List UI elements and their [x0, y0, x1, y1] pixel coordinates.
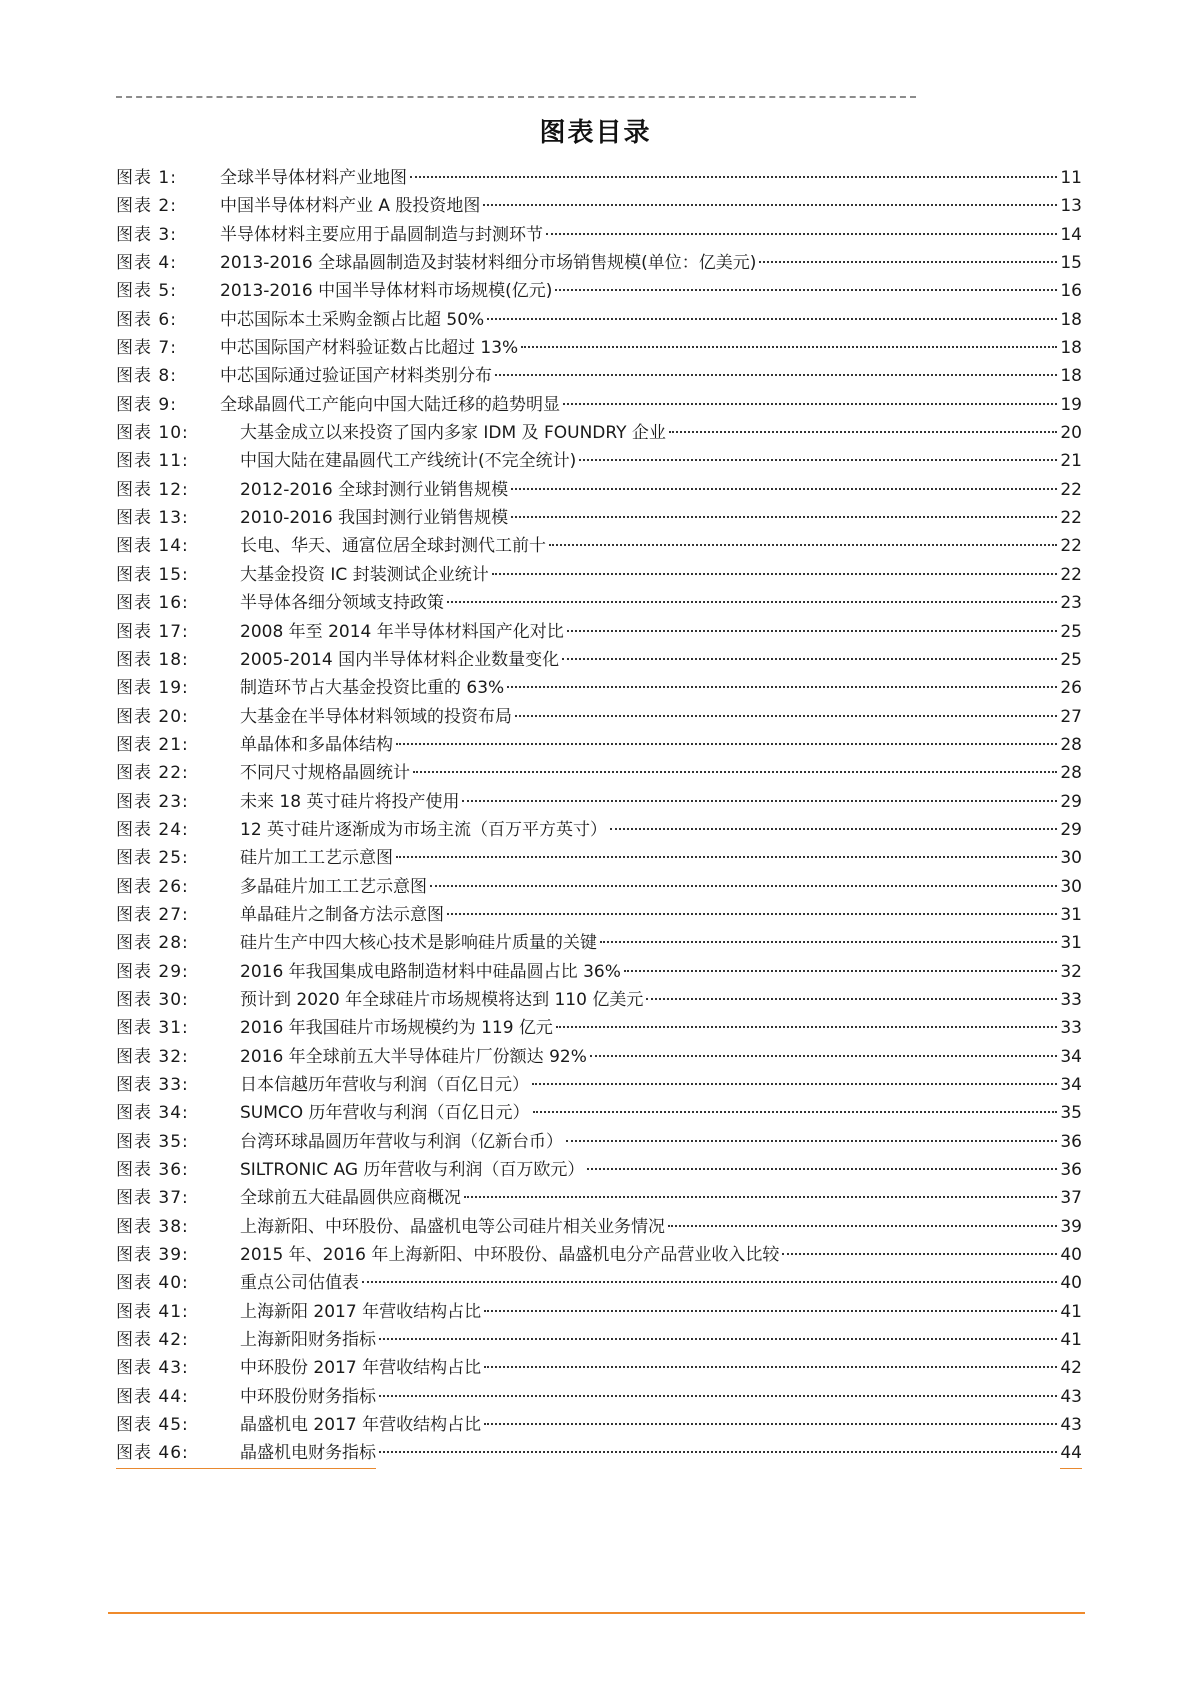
toc-dot-leader — [646, 998, 1057, 1000]
toc-entry-label: 图表 37: — [116, 1188, 189, 1209]
toc-entry-label: 图表 11: — [116, 451, 189, 472]
toc-entry-title[interactable]: 2005-2014 国内半导体材料企业数量变化 — [240, 649, 560, 670]
toc-entry-page-number[interactable]: 31 — [1060, 933, 1082, 954]
toc-dot-leader — [567, 630, 1057, 632]
toc-entry-label: 图表 40: — [116, 1273, 189, 1294]
toc-dot-leader — [532, 1083, 1057, 1085]
toc-entry[interactable] — [116, 1326, 1082, 1354]
toc-entry-page-number[interactable]: 33 — [1060, 1018, 1082, 1039]
toc-entry[interactable] — [116, 221, 1082, 249]
toc-entry-label: 图表 46: — [116, 1439, 240, 1468]
toc-entry-label: 图表 33: — [116, 1075, 189, 1095]
toc-dot-leader — [379, 1395, 1057, 1397]
toc-entry[interactable] — [116, 306, 1082, 334]
toc-entry-page-number[interactable]: 36 — [1060, 1131, 1082, 1152]
toc-entry[interactable] — [116, 759, 1082, 787]
toc-dot-leader — [483, 204, 1057, 206]
toc-entry-page-number[interactable]: 29 — [1060, 819, 1082, 840]
toc-entry-title[interactable]: 2016 年我国集成电路制造材料中硅晶圆占比 36% — [240, 961, 621, 982]
toc-entry-title[interactable]: 重点公司估值表 — [240, 1273, 359, 1294]
toc-entry-label: 图表 34: — [116, 1103, 189, 1124]
toc-entry-title[interactable]: 中环股份 2017 年营收结构占比 — [240, 1358, 482, 1379]
toc-dot-leader — [507, 686, 1057, 688]
toc-dot-leader — [563, 403, 1057, 405]
toc-entry-page-number[interactable]: 40 — [1060, 1273, 1082, 1294]
toc-entry-label: 图表 44: — [116, 1386, 189, 1407]
toc-entry-label: 图表 3: — [116, 224, 177, 245]
toc-entry-page-number[interactable]: 31 — [1060, 904, 1082, 925]
toc-dot-leader — [759, 261, 1057, 263]
toc-entry-title[interactable]: 硅片生产中四大核心技术是影响硅片质量的关键 — [240, 933, 597, 954]
toc-entry-page-number[interactable]: 33 — [1060, 989, 1082, 1010]
toc-entry[interactable] — [116, 589, 1082, 617]
toc-dot-leader — [396, 743, 1057, 745]
toc-entry-page-number[interactable]: 15 — [1060, 253, 1082, 274]
toc-entry[interactable] — [116, 532, 1082, 560]
toc-entry-label: 图表 25: — [116, 848, 189, 869]
toc-entry-page-number[interactable]: 11 — [1060, 168, 1082, 188]
toc-entry-page-number[interactable]: 43 — [1060, 1415, 1082, 1436]
toc-entry[interactable] — [116, 703, 1082, 731]
toc-entry-title[interactable]: 单晶体和多晶体结构 — [240, 734, 393, 755]
toc-entry[interactable] — [116, 1014, 1082, 1042]
toc-entry[interactable] — [116, 277, 1082, 305]
toc-entry-page-number[interactable]: 22 — [1060, 564, 1082, 585]
toc-entry-label: 图表 31: — [116, 1018, 189, 1039]
toc-entry-page-number[interactable]: 18 — [1060, 338, 1082, 359]
toc-entry[interactable] — [116, 788, 1082, 816]
toc-entry-label: 图表 6: — [116, 309, 177, 330]
toc-entry[interactable] — [116, 646, 1082, 674]
toc-entry-title[interactable]: 2015 年、2016 年上海新阳、中环股份、晶盛机电分产品营业收入比较 — [240, 1245, 780, 1266]
toc-entry-page-number[interactable]: 34 — [1060, 1075, 1082, 1095]
toc-entry-page-number[interactable]: 30 — [1060, 876, 1082, 897]
toc-entry[interactable] — [116, 334, 1082, 362]
toc-entry[interactable] — [116, 249, 1082, 277]
toc-dot-leader — [410, 176, 1057, 178]
toc-entry-page-number[interactable]: 42 — [1060, 1358, 1082, 1379]
toc-entry-page-number[interactable]: 41 — [1060, 1330, 1082, 1351]
toc-entry[interactable] — [116, 476, 1082, 504]
toc-entry[interactable] — [116, 1354, 1082, 1382]
toc-entry-title[interactable]: 中芯国际通过验证国产材料类别分布 — [220, 366, 492, 387]
toc-dot-leader — [484, 1310, 1057, 1312]
toc-entry-title[interactable]: 晶盛机电 2017 年营收结构占比 — [240, 1415, 482, 1436]
toc-dot-leader — [600, 941, 1057, 943]
toc-entry-label: 图表 18: — [116, 649, 189, 670]
toc-entry[interactable] — [116, 1128, 1082, 1156]
toc-entry[interactable] — [116, 362, 1082, 390]
toc-entry-title[interactable]: 2012-2016 全球封测行业销售规模 — [240, 479, 509, 500]
toc-entry[interactable] — [116, 674, 1082, 702]
toc-list — [116, 164, 1082, 1468]
toc-entry-page-number[interactable]: 23 — [1060, 593, 1082, 614]
toc-entry[interactable] — [116, 419, 1082, 447]
toc-entry-label: 图表 8: — [116, 366, 177, 387]
toc-dot-leader — [546, 233, 1057, 235]
toc-entry[interactable] — [116, 447, 1082, 475]
toc-dot-leader — [396, 856, 1057, 858]
toc-entry-label: 图表 38: — [116, 1216, 189, 1237]
toc-dot-leader — [669, 431, 1057, 433]
toc-entry[interactable] — [116, 1043, 1082, 1071]
toc-entry-label: 图表 9: — [116, 394, 177, 415]
toc-dot-leader — [379, 1338, 1057, 1340]
toc-entry-title[interactable]: 2016 年我国硅片市场规模约为 119 亿元 — [240, 1018, 553, 1039]
toc-entry-title[interactable]: 2010-2016 我国封测行业销售规模 — [240, 508, 509, 529]
toc-entry-page-number[interactable]: 41 — [1060, 1301, 1082, 1322]
toc-dot-leader — [511, 516, 1057, 518]
page-title: 图表目录 — [539, 118, 652, 148]
toc-entry-label: 图表 1: — [116, 168, 177, 188]
toc-entry-page-number[interactable]: 18 — [1060, 366, 1082, 387]
toc-entry-title[interactable]: 全球半导体材料产业地图 — [220, 168, 407, 188]
toc-dot-leader — [556, 1026, 1057, 1028]
toc-entry[interactable] — [116, 1241, 1082, 1269]
toc-entry-title[interactable]: 硅片加工工艺示意图 — [240, 848, 393, 869]
toc-dot-leader — [487, 318, 1057, 320]
toc-entry-title[interactable]: 2008 年至 2014 年半导体材料国产化对比 — [240, 621, 564, 642]
toc-entry[interactable] — [116, 561, 1082, 589]
toc-entry-page-number[interactable]: 25 — [1060, 621, 1082, 642]
toc-entry-page-number[interactable]: 39 — [1060, 1216, 1082, 1237]
toc-dot-leader — [521, 346, 1057, 348]
toc-entry-label: 图表 41: — [116, 1301, 189, 1322]
toc-entry[interactable] — [116, 1099, 1082, 1127]
toc-dot-leader — [379, 1451, 1057, 1453]
toc-entry-label: 图表 42: — [116, 1330, 189, 1351]
toc-entry-page-number[interactable]: 28 — [1060, 734, 1082, 755]
toc-entry-page-number[interactable]: 25 — [1060, 649, 1082, 670]
toc-entry-title[interactable]: 不同尺寸规格晶圆统计 — [240, 763, 410, 784]
toc-dot-leader — [549, 544, 1057, 546]
toc-entry[interactable] — [116, 1156, 1082, 1184]
toc-entry-title[interactable]: 中国大陆在建晶圆代工产线统计(不完全统计) — [240, 451, 577, 472]
toc-entry-page-number[interactable]: 22 — [1060, 479, 1082, 500]
toc-entry-title[interactable]: 长电、华天、通富位居全球封测代工前十 — [240, 536, 546, 557]
toc-entry-page-number[interactable]: 29 — [1060, 791, 1082, 812]
toc-entry-page-number[interactable]: 16 — [1060, 281, 1082, 302]
toc-entry-label: 图表 35: — [116, 1131, 189, 1152]
toc-entry[interactable] — [116, 986, 1082, 1014]
toc-dot-leader — [579, 459, 1057, 461]
toc-entry-title[interactable]: 大基金成立以来投资了国内多家 IDM 及 FOUNDRY 企业 — [240, 423, 666, 444]
toc-entry-title[interactable]: 单晶硅片之制备方法示意图 — [240, 904, 444, 925]
toc-entry[interactable] — [116, 1383, 1082, 1411]
toc-entry[interactable] — [116, 164, 1082, 192]
toc-entry[interactable] — [116, 731, 1082, 759]
toc-entry-title[interactable]: 2013-2016 全球晶圆制造及封装材料细分市场销售规模(单位：亿美元) — [220, 253, 757, 274]
toc-entry[interactable] — [116, 192, 1082, 220]
toc-entry-title[interactable]: SUMCO 历年营收与利润（百亿日元） — [240, 1103, 530, 1124]
toc-entry-label: 图表 22: — [116, 763, 189, 784]
toc-entry-label: 图表 27: — [116, 904, 189, 925]
toc-entry-page-number[interactable]: 14 — [1060, 224, 1082, 245]
toc-entry-page-number[interactable]: 40 — [1060, 1245, 1082, 1266]
toc-entry-page-number[interactable]: 20 — [1060, 423, 1082, 444]
toc-entry[interactable] — [116, 618, 1082, 646]
toc-dot-leader — [562, 658, 1057, 660]
toc-entry-title[interactable]: 未来 18 英寸硅片将投产使用 — [240, 791, 460, 812]
toc-entry-label: 图表 36: — [116, 1160, 189, 1181]
toc-entry-title[interactable]: 大基金在半导体材料领域的投资布局 — [240, 706, 512, 727]
toc-entry-page-number[interactable]: 37 — [1060, 1188, 1082, 1209]
toc-entry[interactable] — [116, 901, 1082, 929]
toc-dot-leader — [533, 1111, 1057, 1113]
toc-entry-title[interactable]: 半导体材料主要应用于晶圆制造与封测环节 — [220, 224, 543, 245]
toc-entry[interactable] — [116, 504, 1082, 532]
toc-entry-label: 图表 4: — [116, 253, 177, 274]
toc-entry[interactable] — [116, 873, 1082, 901]
toc-entry-title[interactable]: 中芯国际国产材料验证数占比超过 13% — [220, 338, 519, 359]
toc-entry-label: 图表 7: — [116, 338, 177, 359]
toc-entry-page-number[interactable]: 26 — [1060, 678, 1082, 699]
toc-dot-leader — [555, 289, 1057, 291]
toc-entry-title[interactable]: 预计到 2020 年全球硅片市场规模将达到 110 亿美元 — [240, 989, 644, 1010]
toc-dot-leader — [668, 1225, 1057, 1227]
toc-entry-title[interactable]: SILTRONIC AG 历年营收与利润（百万欧元） — [240, 1160, 585, 1181]
toc-dot-leader — [447, 601, 1057, 603]
toc-entry-label: 图表 2: — [116, 196, 177, 217]
toc-entry-page-number[interactable]: 43 — [1060, 1386, 1082, 1407]
toc-entry-title[interactable]: 多晶硅片加工工艺示意图 — [240, 876, 427, 897]
toc-dot-leader — [587, 1168, 1057, 1170]
footer-divider — [108, 1612, 1085, 1614]
toc-dot-leader — [590, 1055, 1057, 1057]
toc-entry-page-number[interactable]: 27 — [1060, 706, 1082, 727]
toc-entry-title[interactable]: 2013-2016 中国半导体材料市场规模(亿元) — [220, 281, 553, 302]
toc-entry-page-number[interactable]: 21 — [1060, 451, 1082, 472]
toc-entry-page-number[interactable]: 34 — [1060, 1046, 1082, 1067]
toc-entry[interactable] — [116, 844, 1082, 872]
toc-dot-leader — [447, 913, 1057, 915]
toc-entry-label: 图表 29: — [116, 961, 189, 982]
toc-dot-leader — [511, 488, 1057, 490]
toc-entry-title[interactable]: 中国半导体材料产业 A 股投资地图 — [220, 196, 481, 217]
toc-entry-label: 图表 24: — [116, 819, 189, 840]
toc-entry-label: 图表 5: — [116, 281, 177, 302]
toc-entry-title[interactable]: 全球晶圆代工产能向中国大陆迁移的趋势明显 — [220, 394, 560, 415]
toc-entry-label: 图表 26: — [116, 876, 189, 897]
toc-entry-label: 图表 39: — [116, 1245, 189, 1266]
toc-entry-title[interactable]: 上海新阳 2017 年营收结构占比 — [240, 1301, 482, 1322]
toc-dot-leader — [495, 374, 1057, 376]
toc-entry[interactable] — [116, 1184, 1082, 1212]
toc-entry-label: 图表 45: — [116, 1415, 189, 1436]
toc-entry-title[interactable]: 2016 年全球前五大半导体硅片厂份额达 92% — [240, 1046, 587, 1067]
toc-entry-title[interactable]: 晶盛机电财务指标 — [240, 1439, 376, 1468]
toc-entry-label: 图表 19: — [116, 678, 189, 699]
toc-entry-label: 图表 30: — [116, 989, 189, 1010]
toc-entry-label: 图表 23: — [116, 791, 189, 812]
toc-entry-label: 图表 43: — [116, 1358, 189, 1379]
toc-entry-page-number[interactable]: 30 — [1060, 848, 1082, 869]
toc-entry-title[interactable]: 日本信越历年营收与利润（百亿日元） — [240, 1075, 529, 1095]
toc-dot-leader — [566, 1140, 1057, 1142]
toc-entry[interactable] — [116, 929, 1082, 957]
toc-entry-page-number[interactable]: 13 — [1060, 196, 1082, 217]
toc-dot-leader — [610, 828, 1057, 830]
toc-entry-label: 图表 12: — [116, 479, 189, 500]
toc-entry[interactable] — [116, 1411, 1082, 1439]
toc-entry-label: 图表 13: — [116, 508, 189, 529]
toc-entry[interactable] — [116, 816, 1082, 844]
toc-entry-page-number[interactable]: 32 — [1060, 961, 1082, 982]
toc-entry[interactable] — [116, 1071, 1082, 1099]
toc-entry-page-number[interactable]: 35 — [1060, 1103, 1082, 1124]
toc-entry-title[interactable]: 上海新阳财务指标 — [240, 1330, 376, 1351]
toc-entry-label: 图表 20: — [116, 706, 189, 727]
toc-entry-page-number[interactable]: 36 — [1060, 1160, 1082, 1181]
toc-entry[interactable] — [116, 1298, 1082, 1326]
toc-entry-title[interactable]: 中环股份财务指标 — [240, 1386, 376, 1407]
toc-entry-label: 图表 21: — [116, 734, 189, 755]
toc-entry-title[interactable]: 中芯国际本土采购金额占比超 50% — [220, 309, 485, 330]
toc-dot-leader — [362, 1281, 1057, 1283]
toc-entry-page-number[interactable]: 18 — [1060, 309, 1082, 330]
toc-entry-label: 图表 16: — [116, 593, 189, 614]
toc-entry-label: 图表 32: — [116, 1046, 189, 1067]
toc-dot-leader — [782, 1253, 1057, 1255]
toc-entry-title[interactable]: 全球前五大硅晶圆供应商概况 — [240, 1188, 461, 1209]
toc-entry[interactable] — [116, 1439, 1082, 1467]
toc-entry-label: 图表 17: — [116, 621, 189, 642]
toc-dot-leader — [484, 1366, 1057, 1368]
toc-entry-label: 图表 10: — [116, 423, 189, 444]
toc-dot-leader — [492, 573, 1057, 575]
toc-entry-page-number[interactable]: 22 — [1060, 536, 1082, 557]
toc-dot-leader — [464, 1196, 1057, 1198]
toc-entry-page-number[interactable]: 44 — [1060, 1439, 1082, 1468]
toc-entry[interactable] — [116, 391, 1082, 419]
toc-entry-title[interactable]: 上海新阳、中环股份、晶盛机电等公司硅片相关业务情况 — [240, 1216, 665, 1237]
toc-entry-label: 图表 28: — [116, 933, 189, 954]
toc-entry-title[interactable]: 半导体各细分领域支持政策 — [240, 593, 444, 614]
toc-entry-page-number[interactable]: 28 — [1060, 763, 1082, 784]
toc-entry-label: 图表 14: — [116, 536, 189, 557]
toc-dot-leader — [413, 771, 1057, 773]
toc-dot-leader — [484, 1423, 1057, 1425]
toc-entry-label: 图表 15: — [116, 564, 189, 585]
toc-entry-page-number[interactable]: 22 — [1060, 508, 1082, 529]
toc-entry[interactable] — [116, 958, 1082, 986]
header-dashed-divider — [116, 96, 916, 98]
toc-entry-title[interactable]: 12 英寸硅片逐渐成为市场主流（百万平方英寸） — [240, 819, 608, 840]
toc-dot-leader — [430, 885, 1057, 887]
toc-dot-leader — [624, 970, 1057, 972]
toc-entry[interactable] — [116, 1269, 1082, 1297]
toc-entry-title[interactable]: 大基金投资 IC 封装测试企业统计 — [240, 564, 489, 585]
toc-entry-page-number[interactable]: 19 — [1060, 394, 1082, 415]
toc-dot-leader — [462, 800, 1057, 802]
toc-dot-leader — [515, 715, 1057, 717]
toc-entry-title[interactable]: 制造环节占大基金投资比重的 63% — [240, 678, 505, 699]
toc-entry-title[interactable]: 台湾环球晶圆历年营收与利润（亿新台币） — [240, 1131, 563, 1152]
toc-entry[interactable] — [116, 1213, 1082, 1241]
